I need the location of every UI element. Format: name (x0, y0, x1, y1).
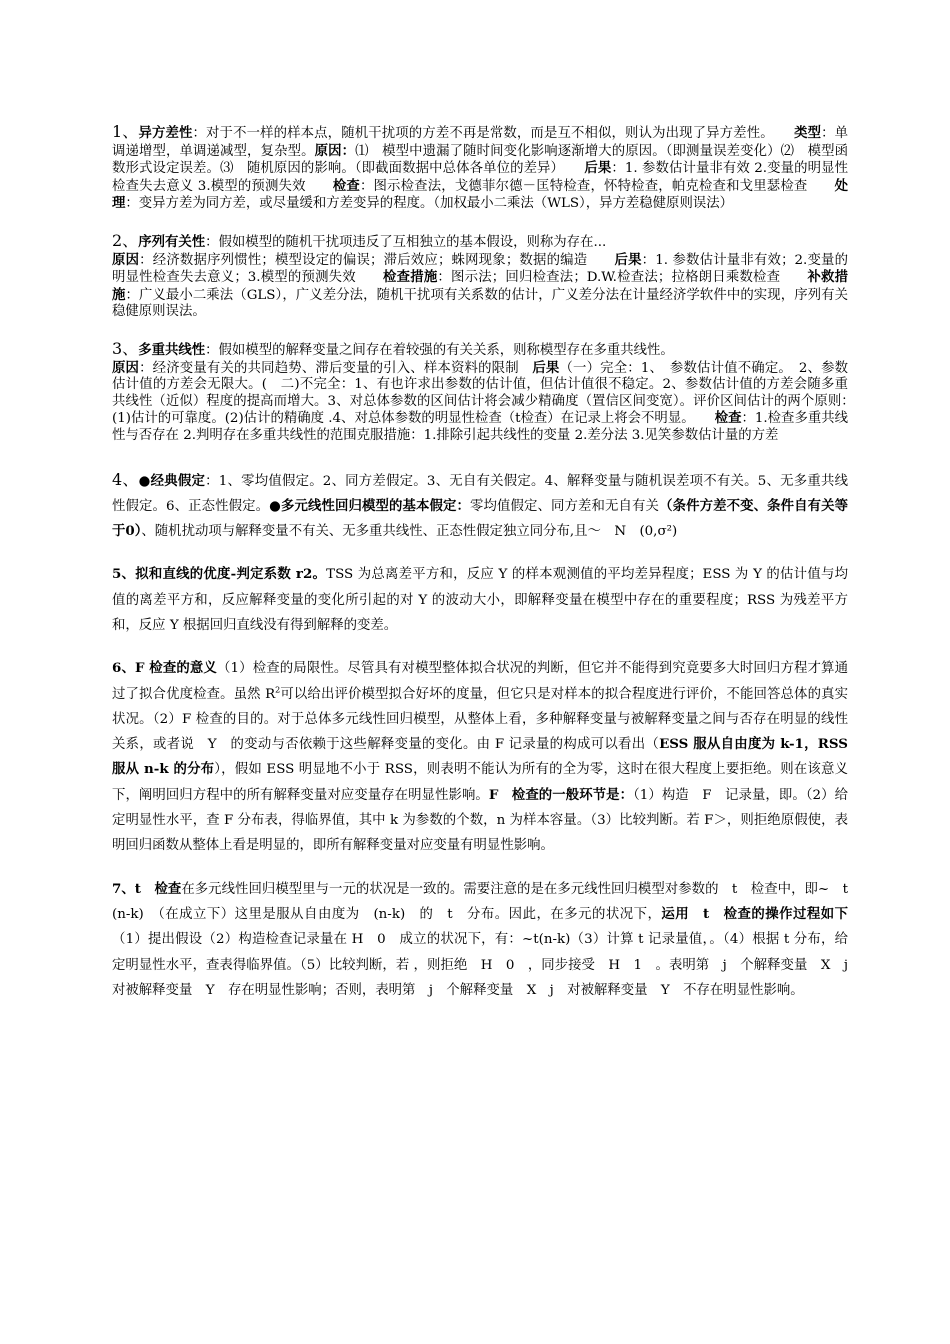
section-autocorrelation (112, 230, 849, 321)
paragraph-spacer (112, 859, 848, 877)
section-classical-assumptions (112, 467, 848, 545)
term-tests: 检查 (714, 410, 742, 427)
term-goodness-of-fit: 5、拟和直线的优度-判定系数 r2。 (112, 566, 327, 583)
section-text: 零均值假定、同方差和无自有关 (470, 498, 660, 514)
term-remedy: 处理 (112, 177, 848, 212)
term-causes: 原因： (314, 142, 356, 159)
section-number: 4、 (112, 469, 139, 489)
section-text: ：变异方差为同方差，或尽量缓和方差变异的程度。（加权最小二乘法（WLS），异方差稳健原则误法） (125, 196, 734, 212)
section-heteroscedasticity (112, 124, 848, 213)
section-text: ：假如模型的随机干扰项违反了互相独立的基本假设，则称为存在... (205, 234, 607, 250)
term-f-test-steps: F 检查的一般环节是： (488, 786, 634, 803)
section-text: （1）构造 F 记录量，即。（2）给定明显性水平，查 F 分布表，得临界值，其中 k 为参数的个数，n 为样本容量。（3）比较判断。若 F＞，则拒绝原假使，表明回归函数从整体上看是明显的，即所有解释变量对应变量有明显性影响。 (112, 787, 848, 854)
section-number: 2、 (112, 230, 139, 250)
term-classical-assumptions: ●经典假定 (138, 472, 206, 489)
term-types: 类型 (794, 125, 822, 141)
section-number: 3、 (112, 338, 139, 358)
section-text: 在多元线性回归模型里与一元的状况是一致的。需要注意的是在多元线性回归模型对参数的 t 检查中，即~ t(n-k) （在成立下）这里是服从自由度为 (n-k) 的 t 分布。因此，在多元的状况下， (112, 881, 848, 922)
section-text: ：广义最小二乘法（GLS），广义差分法，随机干扰项有关系数的估计，广义差分法在计量经济学软件中的实现，序列有关稳健原则误法。 (112, 287, 849, 320)
section-t-test (112, 877, 862, 1003)
section-multicollinearity (112, 338, 862, 445)
section-text: TSS 为总离差平方和，反应 Y 的样本观测值的平均差异程度；ESS 为 Y 的估计值与均值的离差平方和，反应解释变量的变化所引起的对 Y 的波动大小，即解释变量在模型中存在的重要程度；RSS 为残差平方和，反应 Y 根据回归直线没有得到解释的变差。 (112, 567, 848, 633)
section-text: ：图示法；回归检查法；D.W.检查法；拉格朗日乘数检查 (437, 270, 808, 286)
section-text: ），假如 ESS 明显地不小于 RSS，则表明不能认为所有的全为零，这时在很大程度上要拒绝。则在该意义下，阐明回归方程中的所有解释变量对应变量存在明显性影响。 (112, 762, 848, 803)
term-multicollinearity: 多重共线性 (138, 341, 206, 358)
section-text: （1）提出假设（2）构造检查记录量在 H 0 成立的状况下，有：~t(n-k)（3）计算 t 记录量值，。（4）根据 t 分布，给定明显性水平，查表得临界值。（5）比较判断，若 ，则拒绝 H 0 ，同步接受 H 1 。表明第 j 个解释变量 X j 对被解释变量 Y 存在明显性影响；否则，表明第 j 个解释变量 X j 对被解释变量 Y 不存在明显性影响。 (112, 932, 862, 998)
section-number: 1、 (112, 122, 139, 141)
section-text: ：经济数据序列惯性；模型设定的偏误；滞后效应；蛛网现象；数据的编造 (139, 252, 615, 268)
term-consequences: 后果 (584, 160, 612, 177)
section-text: ：1. 参数估计量非有效 2.变量的明显性检查失去意义 3.模型的预测失效 (112, 161, 849, 194)
section-text: ：经济变量有关的共同趋势、滞后变量的引入、样本资料的限制 (139, 360, 533, 376)
term-heteroscedasticity: 异方差性 (138, 125, 193, 141)
term-f-test: 6、F 检查的意义 (112, 660, 217, 677)
section-text: ：1.检查多重共线性与否存在 2.判明存在多重共线性的范围克服措施：1.排除引起共线性的变量 2.差分法 3.见笑参数估计量的方差 (112, 411, 849, 443)
term-conditions: （条件方差不变、条件自有关等于0） (112, 497, 848, 540)
term-consequences: 后果 (532, 359, 560, 376)
term-consequences: 后果 (614, 251, 642, 268)
section-text: ：假如模型的解释变量之间存在着较强的有关关系，则称模型存在多重共线性。 (205, 342, 674, 358)
paragraph-spacer (112, 544, 848, 562)
term-multiple-regression-assumptions: ●多元线性回归模型的基本假定： (269, 497, 471, 514)
term-causes: 原因 (112, 251, 140, 268)
section-f-test (112, 656, 848, 858)
term-test-methods: 检查措施 (383, 269, 438, 286)
section-text: ：1. 参数估计量非有效；2.变量的明显性检查失去意义；3.模型的预测失效 (112, 252, 849, 286)
document-page (112, 122, 862, 1003)
paragraph-spacer (112, 213, 848, 233)
section-text: ：1、零均值假定。2、同方差假定。3、无自有关假定。4、解释变量与随机误差项不有关。5、无多重共线性假定。6、正态性假定。 (112, 473, 849, 514)
term-tests: 检查 (332, 177, 360, 194)
section-goodness-of-fit (112, 562, 848, 638)
term-remedial-measures: 补救措施 (112, 269, 849, 303)
term-t-test-procedure: 运用 t 检查的操作过程如下 (661, 905, 848, 922)
section-text: 可以给出评价模型拟合好坏的度量，但它只是对样本的拟合程度进行评价，不能回答总体的真实状况。（2）F 检查的目的。对于总体多元线性回归模型，从整体上看，多种解释变量与被解释变量之间与否存在明显的线性关系，或者说 Y 的变动与否依赖于这些解释变量的变化。由 F 记录量的构成可以看出（ (112, 686, 849, 753)
paragraph-spacer (112, 445, 848, 467)
section-text: 、随机扰动项与解释变量不有关、无多重共线性、正态性假定独立同分布,且～ N (0,σ²) (141, 524, 678, 540)
section-text: ：图示检查法，戈德菲尔德－匡特检查，怀特检查，帕克检查和戈里瑟检查 (359, 178, 835, 194)
section-text: （1）检查的局限性。尽管具有对模型整体拟合状况的判断，但它并不能得到究竟要多大时回归方程才算通过了拟合优度检查。虽然 R (112, 661, 848, 702)
term-distribution: ESS 服从自由度为 k-1，RSS 服从 n-k 的分布 (112, 736, 848, 778)
term-causes: 原因 (112, 359, 140, 376)
section-text: ：单调递增型，单调递减型，复杂型。 (112, 126, 849, 159)
section-text: ：对于不一样的样本点，随机干扰项的方差不再是常数，而是互不相似，则认为出现了异方差性。 (192, 126, 795, 141)
superscript: 2 (275, 685, 281, 695)
term-autocorrelation: 序列有关性 (138, 233, 206, 250)
paragraph-spacer (112, 321, 848, 341)
term-t-test: 7、t 检查 (112, 880, 182, 897)
section-text: ⑴ 模型中遗漏了随时间变化影响逐渐增大的原因。（即测量误差变化）⑵ 模型函数形式设定误差。⑶ 随机原因的影响。（即截面数据中总体各单位的差异） (112, 143, 849, 177)
section-text: （一）完全：1、 参数估计值不确定。 2、参数估计值的方差会无限大。( 二)不完全：1、有也许求出参数的估计值，但估计值很不稳定。2、参数估计值的方差会随多重共线性（近似）程度的提高而增大。3、对总体参数的区间估计将会减少精确度（置信区间变宽）。评价区间估计的两个原则： (1)估计的可靠度。(2)估计的精确度 .4、对总体参数的明显性检查（t检查）在记录上将会不明显。 (112, 360, 862, 427)
paragraph-spacer (112, 638, 848, 656)
